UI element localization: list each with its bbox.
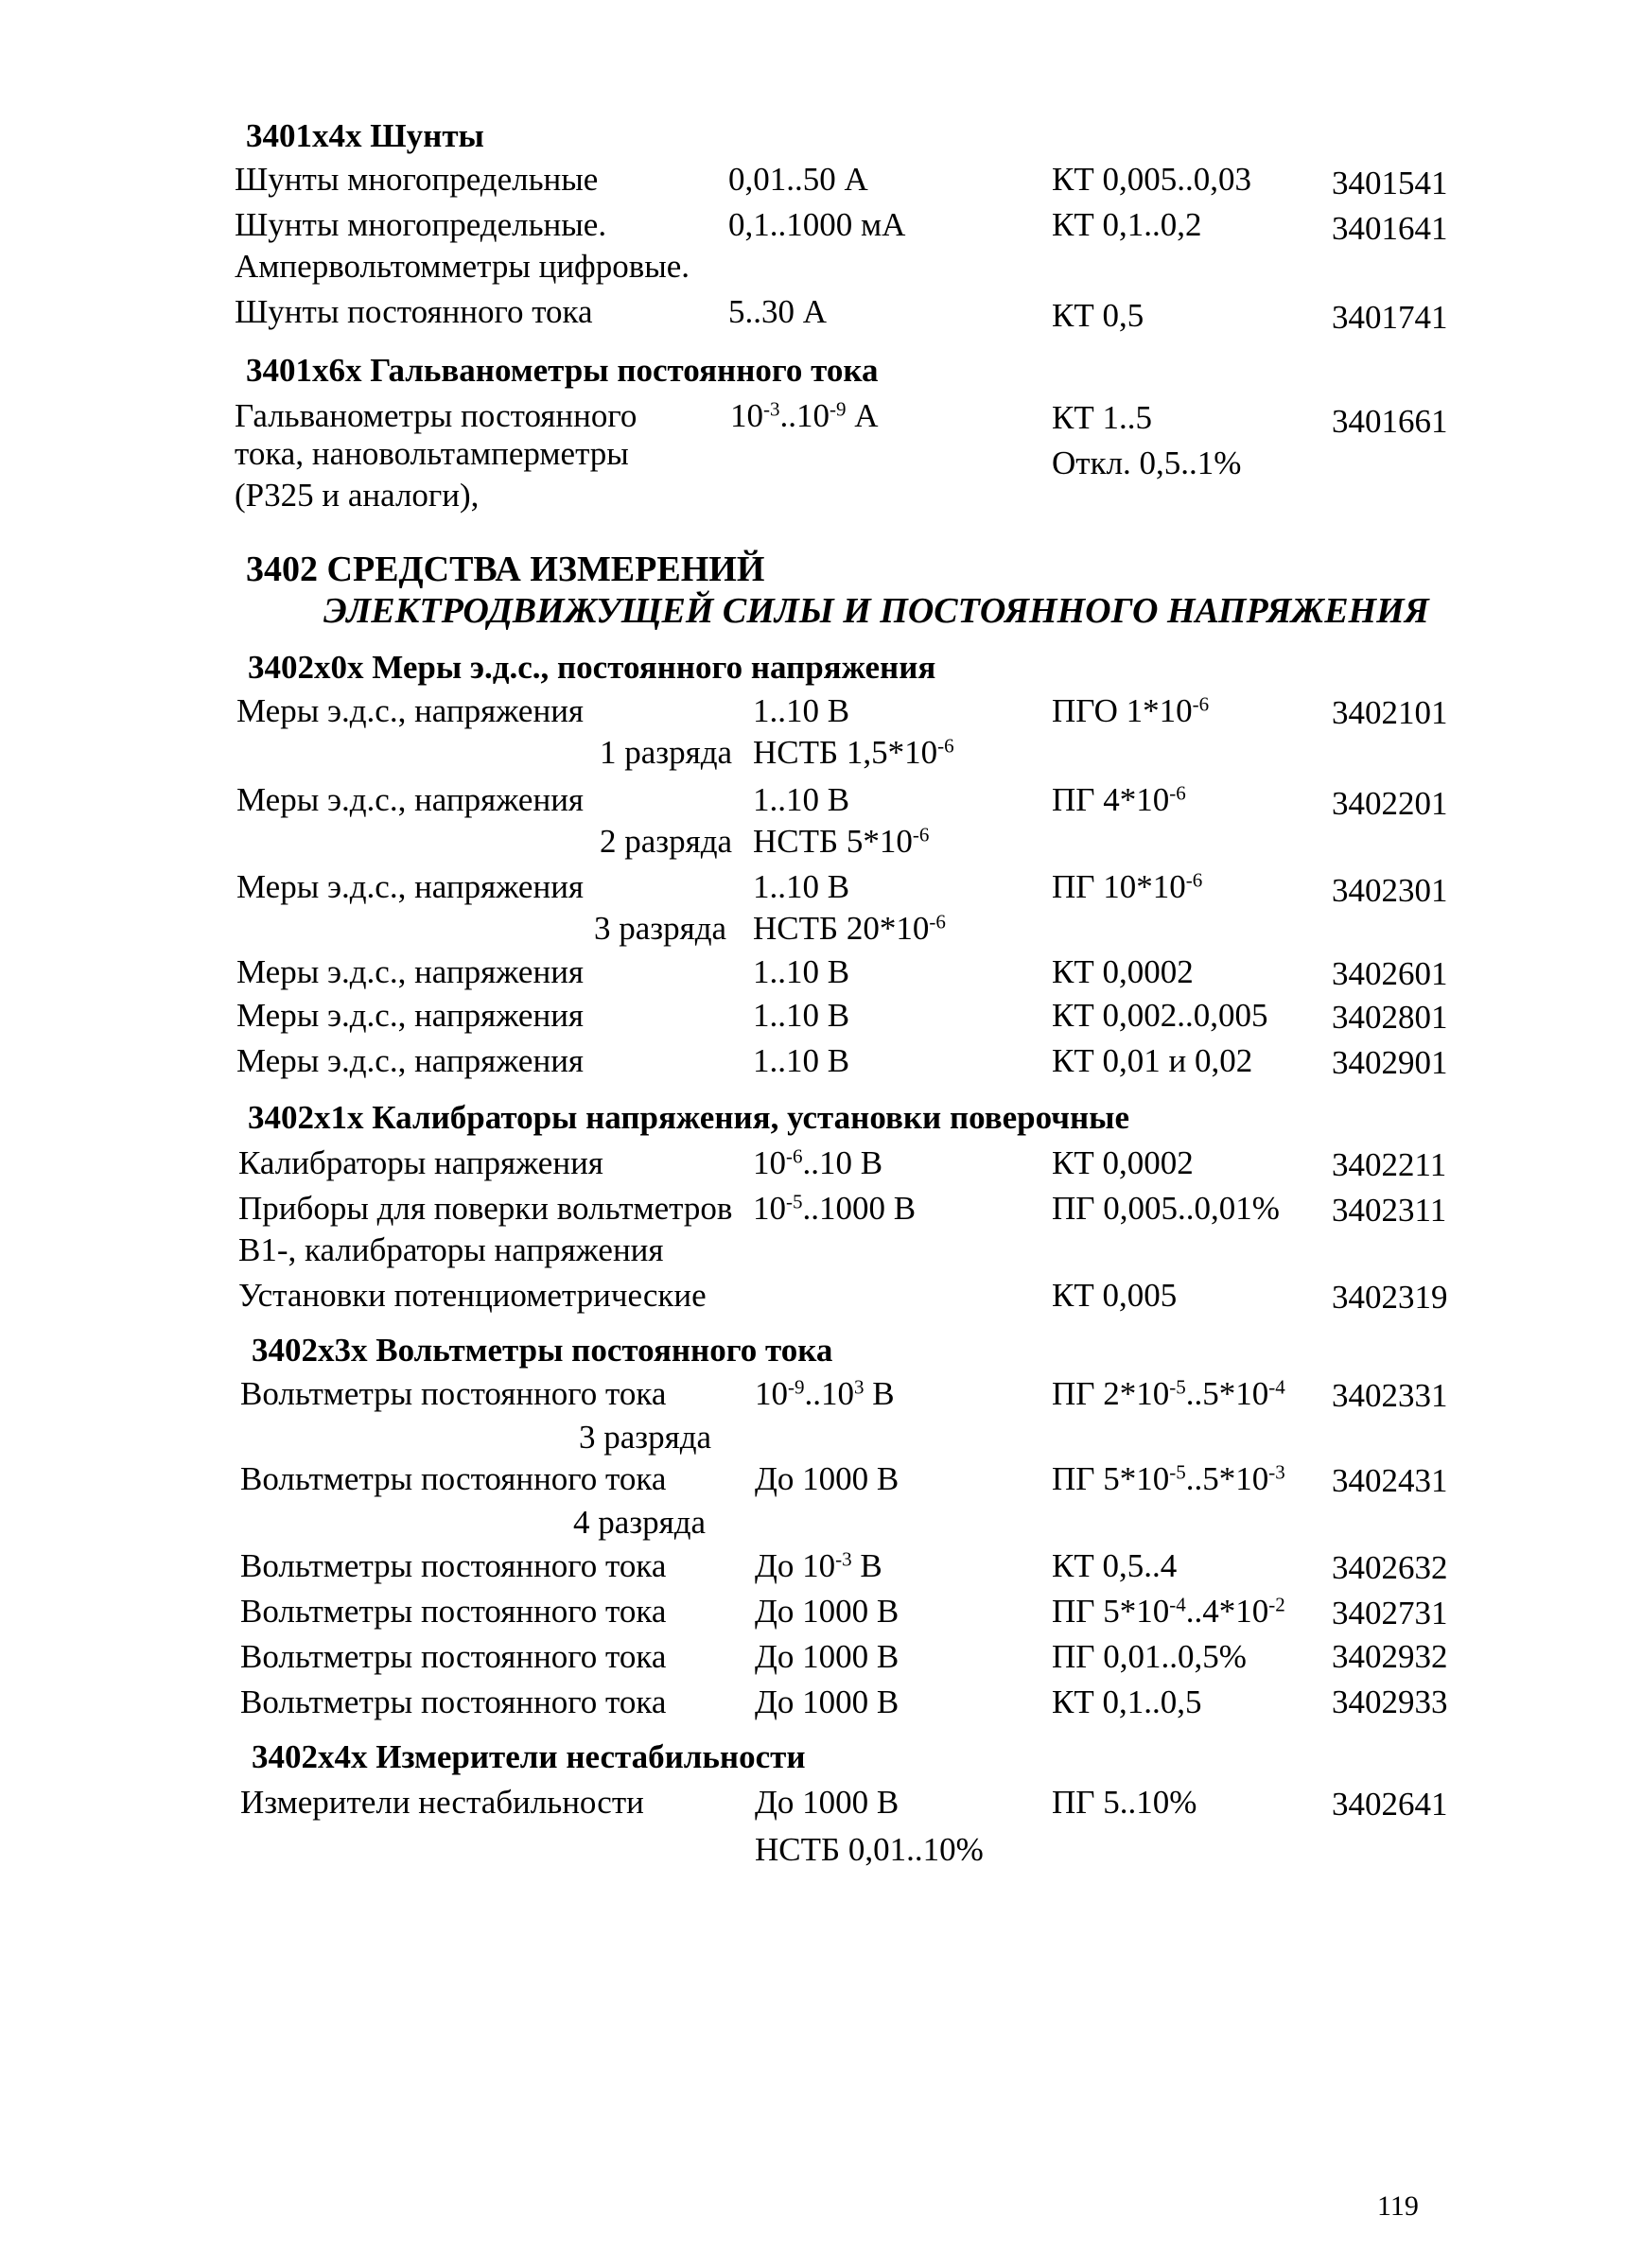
row-name: Вольтметры постоянного тока xyxy=(240,1638,667,1675)
row-instability: НСТБ $1,5*10^{-6}$ xyxy=(753,734,954,771)
row-name: Меры э.д.с., напряжения xyxy=(236,781,585,818)
row-instability: НСТБ $5*10^{-6}$ xyxy=(753,823,930,860)
row-name: Шунты постоянного тока xyxy=(235,293,593,330)
section-heading-shunts: 3401x4x Шунты xyxy=(246,117,484,154)
row-accuracy: ПГ 5..10% xyxy=(1052,1784,1197,1821)
row-name: Меры э.д.с., напряжения xyxy=(236,692,585,729)
row-range: До 1000 В xyxy=(755,1593,900,1630)
row-range: 5..30 А xyxy=(728,293,828,330)
section-heading-instability: 3402x4x Измерители нестабильности xyxy=(252,1738,806,1775)
row-grade: 3 разряда xyxy=(579,1419,712,1456)
row-accuracy: КТ 0,005..0,03 xyxy=(1052,161,1251,198)
row-accuracy: ПГ $5*10^{-5}..5*10^{-3}$ xyxy=(1052,1460,1285,1497)
row-accuracy: ПГ 0,01..0,5% xyxy=(1052,1638,1247,1675)
row-name: Калибраторы напряжения xyxy=(238,1144,603,1181)
row-accuracy: ПГ $4*10^{-6}$ xyxy=(1052,781,1186,818)
row-name: Меры э.д.с., напряжения xyxy=(236,953,585,990)
section-heading-calibrators: 3402x1x Калибраторы напряжения, установки поверочные xyxy=(248,1099,1130,1136)
row-accuracy: КТ 0,1..0,5 xyxy=(1052,1684,1202,1720)
row-range: 1..10 В xyxy=(753,781,850,818)
row-name-cont: тока, нановольтамперметры xyxy=(235,435,629,472)
row-code: 3402632 xyxy=(1332,1549,1448,1586)
row-name: Приборы для поверки вольтметров xyxy=(238,1190,733,1227)
row-name: Вольтметры постоянного тока xyxy=(240,1375,667,1412)
section-heading-emf-measures: 3402x0x Меры э.д.с., постоянного напряжения xyxy=(248,649,936,686)
row-range: $10^{-6}..10$ В xyxy=(753,1144,883,1181)
row-deviation: Откл. 0,5..1% xyxy=(1052,445,1242,481)
row-name: Установки потенциометрические xyxy=(238,1277,707,1314)
row-accuracy: КТ 0,1..0,2 xyxy=(1052,206,1202,243)
row-code: 3402933 xyxy=(1332,1684,1448,1720)
row-name: Шунты многопредельные. xyxy=(235,206,607,243)
row-accuracy: КТ 0,002..0,005 xyxy=(1052,997,1268,1034)
row-range: До $10^{-3}$ В xyxy=(755,1547,882,1584)
row-name: Шунты многопредельные xyxy=(235,161,599,198)
row-grade: 3 разряда xyxy=(594,910,727,947)
row-code: 3402211 xyxy=(1332,1146,1447,1183)
row-name: Меры э.д.с., напряжения xyxy=(236,997,585,1034)
row-code: 3402201 xyxy=(1332,785,1448,822)
row-name: Вольтметры постоянного тока xyxy=(240,1593,667,1630)
row-range: 1..10 В xyxy=(753,953,850,990)
row-accuracy: ПГ $5*10^{-4}..4*10^{-2}$ xyxy=(1052,1593,1285,1630)
row-accuracy: КТ 0,5 xyxy=(1052,297,1144,334)
row-code: 3402932 xyxy=(1332,1638,1448,1675)
row-range: 1..10 В xyxy=(753,868,850,905)
row-range: 0,01..50 А xyxy=(728,161,868,198)
row-code: 3402311 xyxy=(1332,1192,1447,1229)
row-code: 3402331 xyxy=(1332,1377,1448,1414)
row-accuracy: КТ 0,01 и 0,02 xyxy=(1052,1042,1253,1079)
row-code: 3402431 xyxy=(1332,1462,1448,1499)
row-name: Меры э.д.с., напряжения xyxy=(236,1042,585,1079)
row-range: 1..10 В xyxy=(753,692,850,729)
row-grade: 2 разряда xyxy=(600,823,733,860)
row-name: Измерители нестабильности xyxy=(240,1784,644,1821)
row-code: 3401641 xyxy=(1332,210,1448,247)
row-name-cont: В1-, калибраторы напряжения xyxy=(238,1231,664,1268)
row-range: 1..10 В xyxy=(753,1042,850,1079)
row-code: 3402319 xyxy=(1332,1279,1448,1316)
row-grade: 4 разряда xyxy=(573,1504,707,1541)
row-name: Ампервольтомметры цифровые. xyxy=(235,248,690,285)
row-range: $10^{-9}..10^3$ В xyxy=(755,1375,895,1412)
row-range: 0,1..1000 мА xyxy=(728,206,906,243)
row-accuracy: ПГ $2*10^{-5}..5*10^{-4}$ xyxy=(1052,1375,1285,1412)
chapter-subtitle: ЭЛЕКТРОДВИЖУЩЕЙ СИЛЫ И ПОСТОЯННОГО НАПРЯЖЕНИЯ xyxy=(323,591,1429,631)
row-accuracy: КТ 0,005 xyxy=(1052,1277,1178,1314)
row-code: 3402601 xyxy=(1332,955,1448,992)
row-accuracy: ПГО $1*10^{-6}$ xyxy=(1052,692,1210,729)
row-range: $10^{-3}..10^{-9}$ А xyxy=(730,397,879,434)
row-accuracy: КТ 0,0002 xyxy=(1052,953,1194,990)
row-name: Вольтметры постоянного тока xyxy=(240,1460,667,1497)
row-code: 3401741 xyxy=(1332,299,1448,336)
row-range: До 1000 В xyxy=(755,1784,900,1821)
row-accuracy: ПГ $10*10^{-6}$ xyxy=(1052,868,1203,905)
row-code: 3402731 xyxy=(1332,1595,1448,1631)
row-code: 3402101 xyxy=(1332,694,1448,731)
row-name-cont: (Р325 и аналоги), xyxy=(235,477,480,514)
row-instability: НСТБ 0,01..10% xyxy=(755,1831,984,1868)
row-range: До 1000 В xyxy=(755,1460,900,1497)
row-name: Вольтметры постоянного тока xyxy=(240,1547,667,1584)
row-code: 3402901 xyxy=(1332,1044,1448,1081)
row-name: Гальванометры постоянного xyxy=(235,397,638,434)
row-code: 3401541 xyxy=(1332,165,1448,201)
row-accuracy: ПГ 0,005..0,01% xyxy=(1052,1190,1280,1227)
row-range: До 1000 В xyxy=(755,1638,900,1675)
row-range: До 1000 В xyxy=(755,1684,900,1720)
row-accuracy: КТ 1..5 xyxy=(1052,399,1152,436)
page-number: 119 xyxy=(1377,2190,1419,2222)
row-grade: 1 разряда xyxy=(600,734,733,771)
row-code: 3402641 xyxy=(1332,1786,1448,1823)
row-name: Меры э.д.с., напряжения xyxy=(236,868,585,905)
row-code: 3401661 xyxy=(1332,403,1448,440)
row-range: $10^{-5}..1000$ В xyxy=(753,1190,917,1227)
chapter-title: 3402 СРЕДСТВА ИЗМЕРЕНИЙ xyxy=(246,550,765,589)
row-name: Вольтметры постоянного тока xyxy=(240,1684,667,1720)
row-accuracy: КТ 0,0002 xyxy=(1052,1144,1194,1181)
section-heading-voltmeters: 3402x3x Вольтметры постоянного тока xyxy=(252,1332,833,1369)
row-code: 3402801 xyxy=(1332,999,1448,1036)
row-range: 1..10 В xyxy=(753,997,850,1034)
row-instability: НСТБ $20*10^{-6}$ xyxy=(753,910,946,947)
section-heading-galvanometers: 3401x6x Гальванометры постоянного тока xyxy=(246,352,879,389)
row-code: 3402301 xyxy=(1332,872,1448,909)
row-accuracy: КТ 0,5..4 xyxy=(1052,1547,1178,1584)
